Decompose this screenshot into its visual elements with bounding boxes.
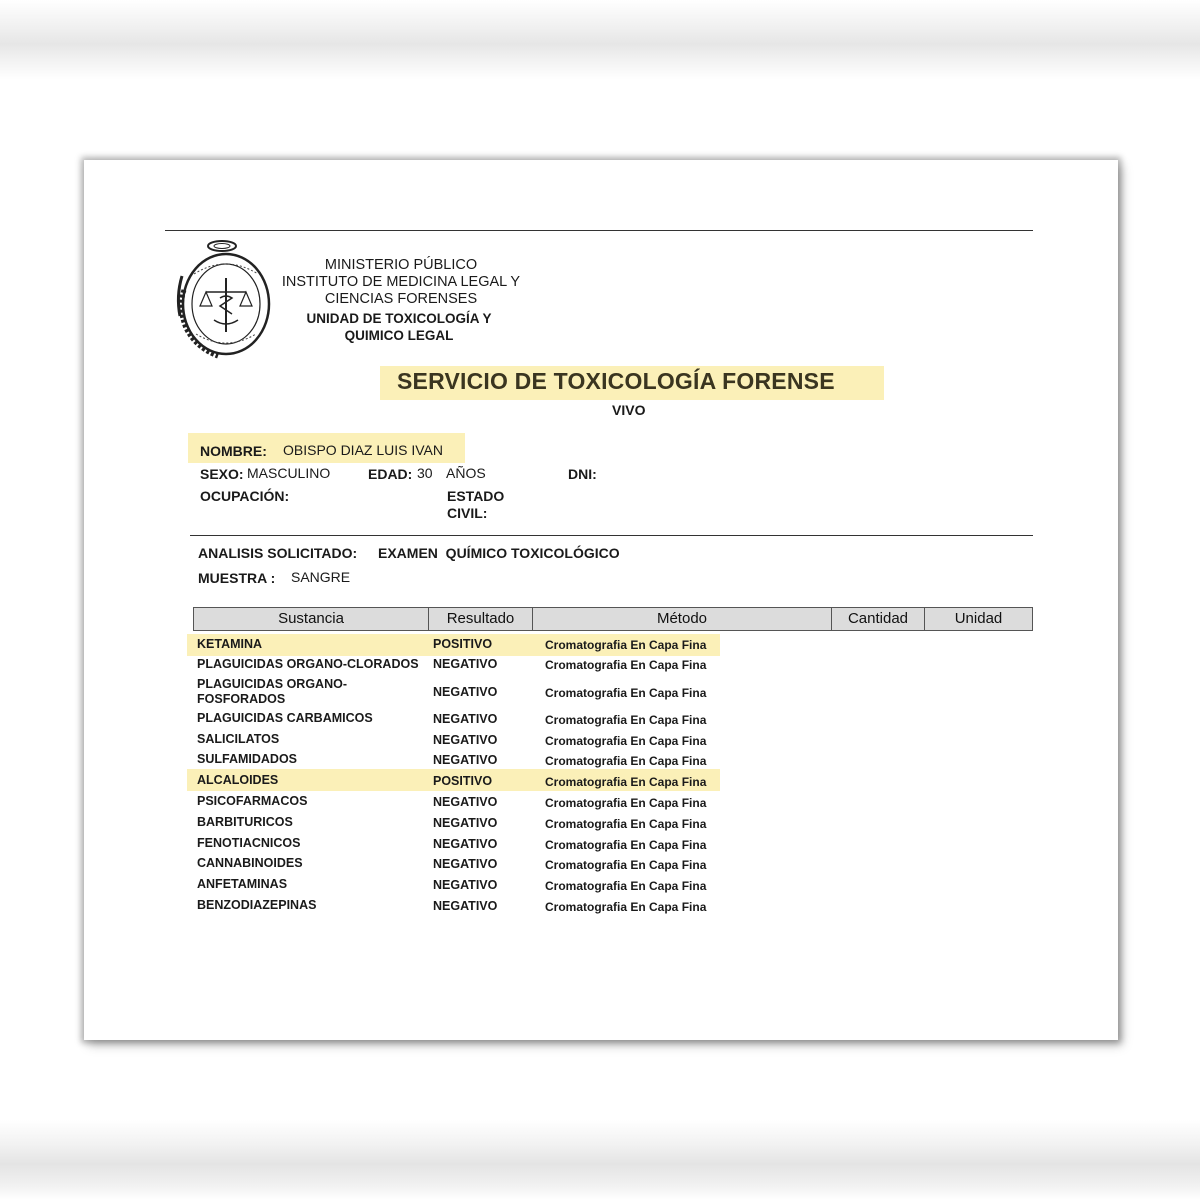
top-divider bbox=[165, 230, 1033, 231]
background-band-top bbox=[0, 0, 1200, 80]
cell-sustancia: PLAGUICIDAS ORGANO-FOSFORADOS bbox=[197, 677, 347, 706]
results-table-header bbox=[193, 607, 1033, 631]
cell-resultado: NEGATIVO bbox=[433, 857, 498, 871]
cell-metodo: Cromatografia En Capa Fina bbox=[545, 838, 707, 852]
cell-metodo: Cromatografia En Capa Fina bbox=[545, 900, 707, 914]
cell-metodo: Cromatografia En Capa Fina bbox=[545, 754, 707, 768]
cell-resultado: POSITIVO bbox=[433, 637, 493, 651]
cell-sustancia: FENOTIACNICOS bbox=[197, 836, 301, 850]
edad-label: EDAD: bbox=[368, 466, 413, 482]
cell-sustancia: SALICILATOS bbox=[197, 732, 280, 746]
cell-resultado: NEGATIVO bbox=[433, 753, 498, 767]
cell-metodo: Cromatografia En Capa Fina bbox=[545, 817, 707, 831]
cell-metodo: Cromatografia En Capa Fina bbox=[545, 686, 707, 700]
column-header-metodo: Método bbox=[533, 608, 832, 630]
column-header-sustancia: Sustancia bbox=[194, 608, 429, 630]
cell-resultado: NEGATIVO bbox=[433, 685, 498, 699]
cell-resultado: NEGATIVO bbox=[433, 837, 498, 851]
institution-line-1: MINISTERIO PÚBLICO bbox=[324, 257, 478, 273]
cell-sustancia: CANNABINOIDES bbox=[197, 856, 303, 870]
cell-sustancia: KETAMINA bbox=[197, 637, 263, 651]
institution-line-3: CIENCIAS FORENSES bbox=[324, 291, 478, 307]
cell-sustancia: SULFAMIDADOS bbox=[197, 752, 297, 766]
cell-resultado: NEGATIVO bbox=[433, 795, 498, 809]
column-header-resultado: Resultado bbox=[429, 608, 533, 630]
cell-sustancia: ALCALOIDES bbox=[197, 773, 279, 787]
muestra-value: SANGRE bbox=[291, 569, 351, 585]
institution-line-2: INSTITUTO DE MEDICINA LEGAL Y bbox=[281, 274, 521, 290]
edad-value: 30 bbox=[417, 465, 433, 481]
page-title: SERVICIO DE TOXICOLOGÍA FORENSE bbox=[397, 368, 835, 394]
edad-unit: AÑOS bbox=[446, 465, 486, 481]
dni-label: DNI: bbox=[568, 466, 597, 482]
cell-metodo: Cromatografia En Capa Fina bbox=[545, 796, 707, 810]
cell-resultado: NEGATIVO bbox=[433, 878, 498, 892]
sexo-label: SEXO: bbox=[200, 466, 244, 482]
sexo-value: MASCULINO bbox=[247, 465, 331, 481]
cell-sustancia: PLAGUICIDAS CARBAMICOS bbox=[197, 711, 373, 725]
cell-sustancia: BARBITURICOS bbox=[197, 815, 293, 829]
analisis-value: EXAMEN QUÍMICO TOXICOLÓGICO bbox=[378, 545, 620, 561]
middle-divider bbox=[190, 535, 1033, 536]
institution-seal-icon bbox=[170, 236, 274, 360]
estado-civil-label-2: CIVIL: bbox=[447, 505, 488, 521]
cell-sustancia: PLAGUICIDAS ORGANO-CLORADOS bbox=[197, 657, 419, 671]
cell-resultado: NEGATIVO bbox=[433, 733, 498, 747]
cell-metodo: Cromatografia En Capa Fina bbox=[545, 858, 707, 872]
cell-sustancia: PSICOFARMACOS bbox=[197, 794, 308, 808]
background-band-bottom bbox=[0, 1120, 1200, 1200]
cell-resultado: NEGATIVO bbox=[433, 899, 498, 913]
cell-metodo: Cromatografia En Capa Fina bbox=[545, 658, 707, 672]
cell-metodo: Cromatografia En Capa Fina bbox=[545, 775, 707, 789]
cell-resultado: NEGATIVO bbox=[433, 657, 498, 671]
column-header-cantidad: Cantidad bbox=[832, 608, 925, 630]
cell-resultado: NEGATIVO bbox=[433, 712, 498, 726]
nombre-label: NOMBRE: bbox=[200, 443, 267, 459]
unit-line-2: QUIMICO LEGAL bbox=[344, 328, 454, 343]
unit-line-1: UNIDAD DE TOXICOLOGÍA Y bbox=[306, 311, 492, 326]
cell-resultado: NEGATIVO bbox=[433, 816, 498, 830]
analisis-label: ANALISIS SOLICITADO: bbox=[198, 545, 358, 561]
cell-metodo: Cromatografia En Capa Fina bbox=[545, 638, 707, 652]
ocupacion-label: OCUPACIÓN: bbox=[200, 488, 290, 504]
cell-sustancia: ANFETAMINAS bbox=[197, 877, 288, 891]
cell-metodo: Cromatografia En Capa Fina bbox=[545, 879, 707, 893]
cell-resultado: POSITIVO bbox=[433, 774, 493, 788]
muestra-label: MUESTRA : bbox=[198, 570, 276, 586]
cell-sustancia: BENZODIAZEPINAS bbox=[197, 898, 317, 912]
estado-civil-label-1: ESTADO bbox=[447, 488, 505, 504]
nombre-value: OBISPO DIAZ LUIS IVAN bbox=[283, 442, 444, 458]
cell-metodo: Cromatografia En Capa Fina bbox=[545, 734, 707, 748]
page-subtitle: VIVO bbox=[612, 402, 646, 418]
cell-metodo: Cromatografia En Capa Fina bbox=[545, 713, 707, 727]
column-header-unidad: Unidad bbox=[954, 610, 1003, 627]
